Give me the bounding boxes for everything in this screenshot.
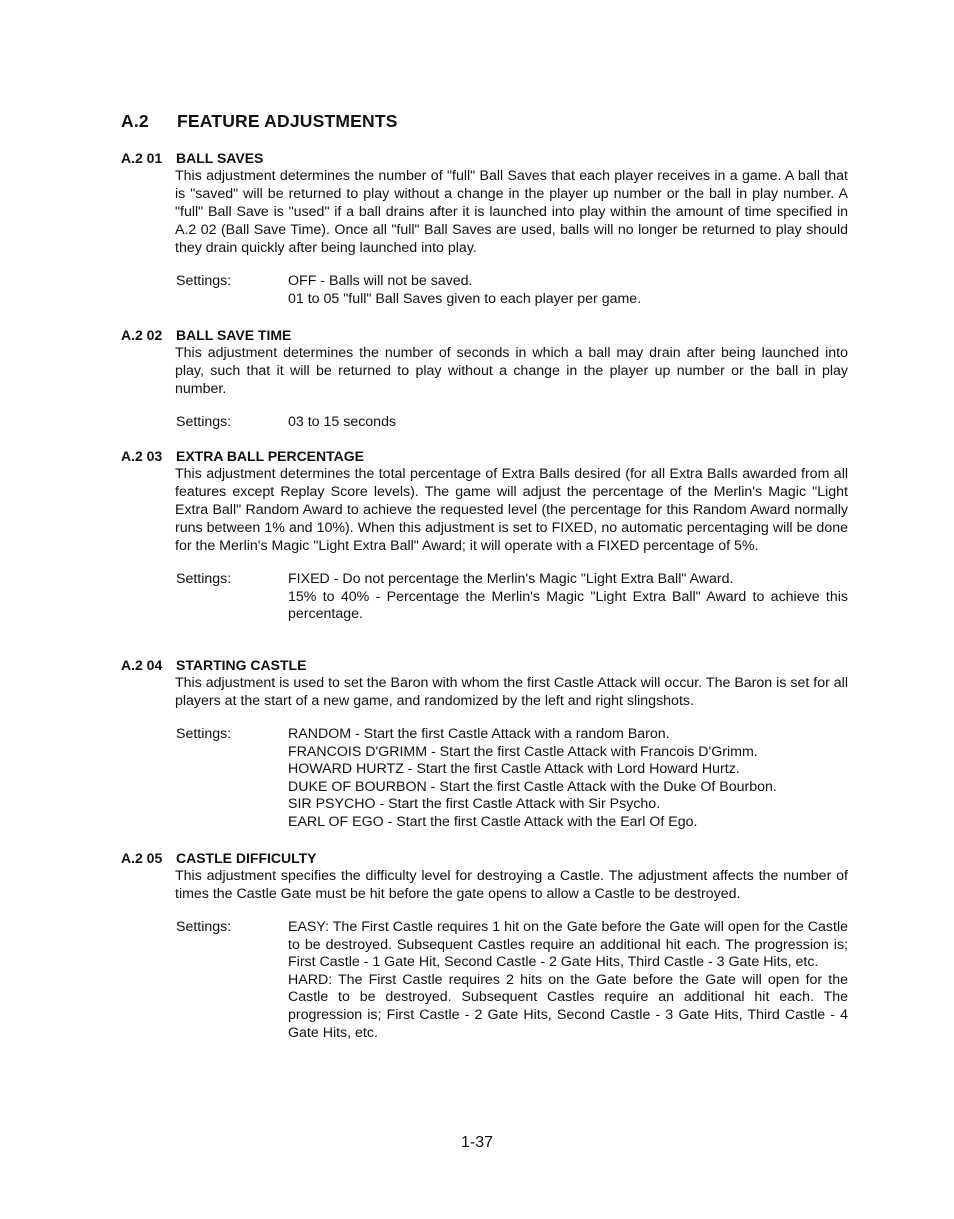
settings-label: Settings: [176,571,232,587]
settings-list [288,273,848,308]
settings-item: FRANCOIS D'GRIMM - Start the first Castle Attack with Francois D'Grimm. [288,743,758,760]
heading-title: FEATURE ADJUSTMENTS [177,111,398,131]
settings-block [176,571,848,624]
settings-list [288,414,848,432]
section-body: This adjustment determines the total percentage of Extra Balls desired (for all Extra Balls awarded from all features except Replay Score levels). The game will adjust the percentage of the Merlin's Magic "Light Extra Ball" Random Award to achieve the requested level (the percentage for this Random Award normally runs between 1% and 10%). When this adjustment is set to FIXED, no automatic percentaging will be done for the Merlin's Magic "Light Extra Ball" Award; it will operate with a FIXED percentage of 5%. [175,466,848,554]
settings-item: RANDOM - Start the first Castle Attack with a random Baron. [288,726,670,742]
settings-block [176,273,848,308]
section-castle-difficulty [121,849,848,1042]
settings-item: 15% to 40% - Percentage the Merlin's Magic "Light Extra Ball" Award to achieve this percentage. [288,588,848,623]
settings-label: Settings: [176,726,232,742]
settings-item: 01 to 05 "full" Ball Saves given to each player per game. [288,290,642,307]
settings-item: DUKE OF BOURBON - Start the first Castle Attack with the Duke Of Bourbon. [288,778,777,795]
settings-item: OFF - Balls will not be saved. [288,273,473,289]
settings-list [288,726,848,832]
section-title [121,149,848,167]
settings-item: EASY: The First Castle requires 1 hit on the Gate before the Gate will open for the Castle to be destroyed. Subsequent Castles require an additional hit each. The progression is; First Castle - 1 Gate Hit, Second Castle - 2 Gate Hits, Third Castle - 3 Gate Hits, etc. [288,919,848,971]
section-ball-save-time [121,326,848,432]
settings-list [288,919,848,1042]
section-title [121,447,848,465]
section-number: A.2 04 [121,657,163,673]
section-title [121,656,848,674]
section-ball-saves [121,149,848,308]
section-title-text: STARTING CASTLE [176,657,307,673]
section-title-text: EXTRA BALL PERCENTAGE [176,448,364,464]
settings-block [176,414,848,432]
settings-item: 03 to 15 seconds [288,414,397,430]
section-body: This adjustment is used to set the Baron with whom the first Castle Attack will occur. The Baron is set for all players at the start of a new game, and randomized by the left and right slingshots. [175,675,848,709]
settings-item: SIR PSYCHO - Start the first Castle Attack with Sir Psycho. [288,796,661,813]
section-title [121,326,848,344]
section-extra-ball-percentage [121,447,848,624]
settings-block [176,919,848,1042]
section-number: A.2 02 [121,327,163,343]
section-title-text: CASTLE DIFFICULTY [176,850,317,866]
page-number: 1-37 [460,1134,494,1151]
heading-number: A.2 [121,111,149,131]
section-title-text: BALL SAVE TIME [176,327,292,343]
page-heading [121,111,398,132]
settings-item: EARL OF EGO - Start the first Castle Attack with the Earl Of Ego. [288,813,698,830]
section-starting-castle [121,656,848,832]
settings-label: Settings: [176,273,232,289]
settings-label: Settings: [176,919,232,935]
settings-block [176,726,848,832]
settings-item: HOWARD HURTZ - Start the first Castle Attack with Lord Howard Hurtz. [288,761,740,778]
section-body: This adjustment specifies the difficulty level for destroying a Castle. The adjustment affects the number of times the Castle Gate must be hit before the gate opens to allow a Castle to be destroyed. [175,868,848,902]
section-title-text: BALL SAVES [176,150,264,166]
settings-item: HARD: The First Castle requires 2 hits on the Gate before the Gate will open for the Castle to be destroyed. Subsequent Castles require an additional hit each. The progression is; First Castle - 2 Gate Hits, Second Castle - 3 Gate Hits, Third Castle - 4 Gate Hits, etc. [288,971,848,1041]
section-title [121,849,848,867]
section-body: This adjustment determines the number of seconds in which a ball may drain after being launched into play, such that it will be returned to play without a change in the player up number or the ball in play number. [175,345,848,397]
settings-item: FIXED - Do not percentage the Merlin's Magic "Light Extra Ball" Award. [288,571,734,587]
settings-label: Settings: [176,414,232,430]
settings-list [288,571,848,624]
section-body: This adjustment determines the number of "full" Ball Saves that each player receives in a game. A ball that is "saved" will be returned to play without a change in the player up number or the ball in play number. A "full" Ball Save is "used" if a ball drains after it is launched into play within the amount of time specified in A.2 02 (Ball Save Time). Once all "full" Ball Saves are used, balls will no longer be returned to play should they drain quickly after being launched into play. [175,168,848,256]
section-number: A.2 05 [121,850,163,866]
section-number: A.2 03 [121,448,163,464]
section-number: A.2 01 [121,150,163,166]
